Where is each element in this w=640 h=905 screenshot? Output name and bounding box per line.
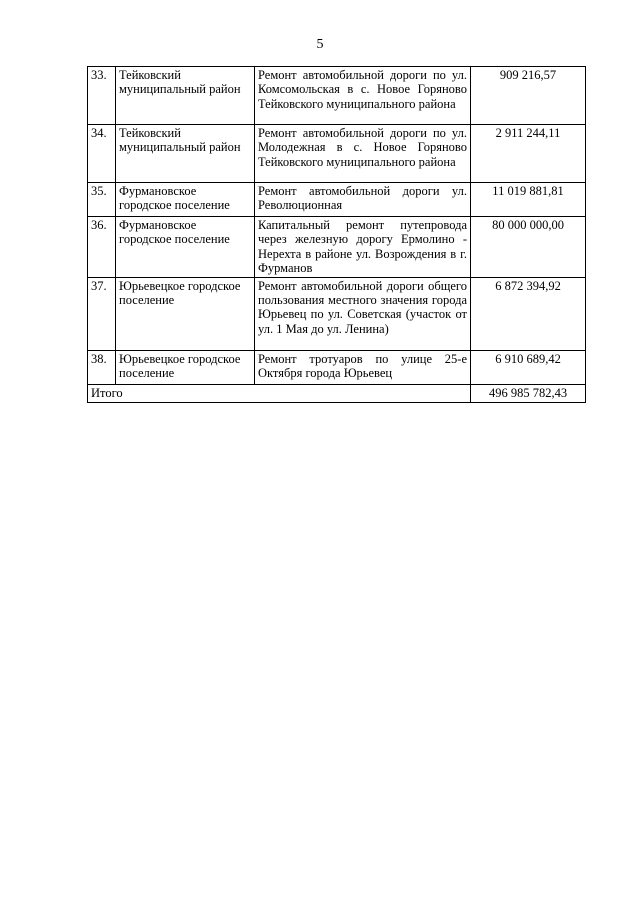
municipality-cell: Юрьевецкое городское поселение bbox=[116, 277, 255, 350]
municipality-cell: Юрьевецкое городское поселение bbox=[116, 350, 255, 384]
row-number: 33. bbox=[88, 67, 116, 125]
total-amount: 496 985 782,43 bbox=[471, 384, 586, 402]
table-row bbox=[88, 217, 586, 278]
row-number: 36. bbox=[88, 217, 116, 278]
municipality-cell: Тейковский муниципальный район bbox=[116, 125, 255, 183]
budget-table bbox=[87, 66, 586, 403]
description-cell: Ремонт автомобильной дороги по ул. Комсомольская в с. Новое Горяново Тейковского муниципального района bbox=[255, 67, 471, 125]
municipality-cell: Фурмановское городское поселение bbox=[116, 217, 255, 278]
table-row bbox=[88, 125, 586, 183]
table-row bbox=[88, 67, 586, 125]
description-cell: Капитальный ремонт путепровода через железную дорогу Ермолино - Нерехта в районе ул. Возрождения в г. Фурманов bbox=[255, 217, 471, 278]
amount-cell: 6 910 689,42 bbox=[471, 350, 586, 384]
municipality-cell: Тейковский муниципальный район bbox=[116, 67, 255, 125]
description-cell: Ремонт тротуаров по улице 25-е Октября города Юрьевец bbox=[255, 350, 471, 384]
row-number: 35. bbox=[88, 183, 116, 217]
table-row bbox=[88, 277, 586, 350]
row-number: 37. bbox=[88, 277, 116, 350]
table-row bbox=[88, 183, 586, 217]
row-number: 34. bbox=[88, 125, 116, 183]
amount-cell: 2 911 244,11 bbox=[471, 125, 586, 183]
amount-cell: 80 000 000,00 bbox=[471, 217, 586, 278]
total-label: Итого bbox=[88, 384, 471, 402]
amount-cell: 6 872 394,92 bbox=[471, 277, 586, 350]
row-number: 38. bbox=[88, 350, 116, 384]
amount-cell: 11 019 881,81 bbox=[471, 183, 586, 217]
municipality-cell: Фурмановское городское поселение bbox=[116, 183, 255, 217]
description-cell: Ремонт автомобильной дороги по ул. Молодежная в с. Новое Горяново Тейковского муниципального района bbox=[255, 125, 471, 183]
amount-cell: 909 216,57 bbox=[471, 67, 586, 125]
total-row bbox=[88, 384, 586, 402]
description-cell: Ремонт автомобильной дороги общего пользования местного значения города Юрьевец по ул. Советская (участок от ул. 1 Мая до ул. Ленина) bbox=[255, 277, 471, 350]
page-number: 5 bbox=[316, 37, 324, 52]
table-row bbox=[88, 350, 586, 384]
description-cell: Ремонт автомобильной дороги ул. Революционная bbox=[255, 183, 471, 217]
